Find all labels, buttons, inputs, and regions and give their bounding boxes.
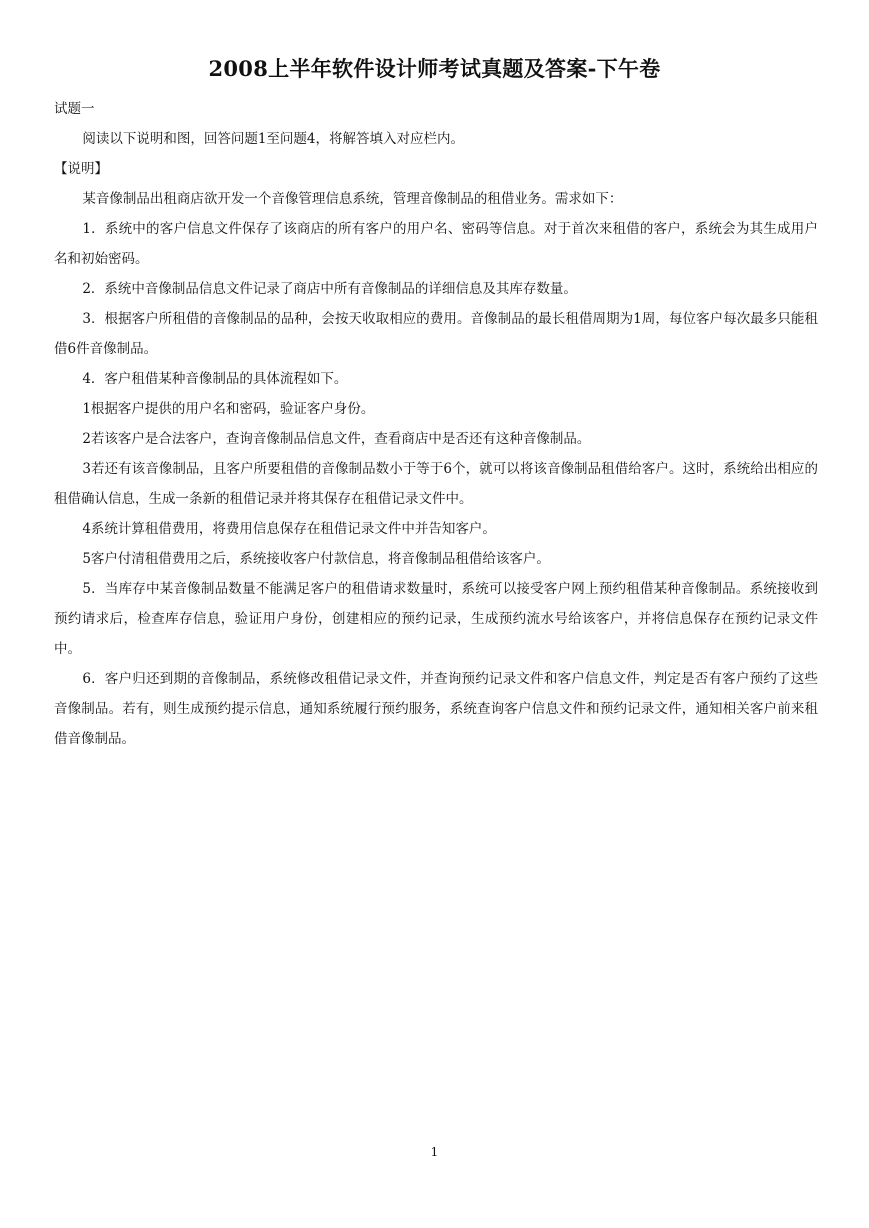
requirement-2: 2．系统中音像制品信息文件记录了商店中所有音像制品的详细信息及其库存数量。 [82, 281, 577, 297]
requirement-6: 6．客户归还到期的音像制品，系统修改租借记录文件，并查询预约记录文件和客户信息文件，判定是否有客户预约了这些音像制品。若有，则生成预约提示信息，通知系统履行预约服务，系统查询客户信息文件和预约记录文件，通知相关客户前来租借音像制品。 [54, 671, 818, 747]
flow-step-4: 4系统计算租借费用，将费用信息保存在租借记录文件中并告知客户。 [82, 521, 496, 537]
requirement-5: 5．当库存中某音像制品数量不能满足客户的租借请求数量时，系统可以接受客户网上预约租借某种音像制品。系统接收到预约请求后，检查库存信息，验证用户身份，创建相应的预约记录，生成预约流水号给该客户，并将信息保存在预约记录文件中。 [54, 581, 818, 657]
flow-step-1: 1根据客户提供的用户名和密码，验证客户身份。 [82, 401, 375, 417]
requirement-3: 3．根据客户所租借的音像制品的品种，会按天收取相应的费用。音像制品的最长租借周期为1周，每位客户每次最多只能租借6件音像制品。 [54, 311, 818, 357]
page-title: 2008上半年软件设计师考试真题及答案-下午卷 [208, 56, 661, 81]
section-label: 试题一 [54, 101, 95, 117]
requirement-4: 4．客户租借某种音像制品的具体流程如下。 [82, 371, 348, 387]
flow-step-5: 5客户付清租借费用之后，系统接收客户付款信息，将音像制品租借给该客户。 [82, 551, 550, 567]
intro-paragraph: 某音像制品出租商店欲开发一个音像管理信息系统，管理音像制品的租借业务。需求如下： [82, 191, 623, 207]
instruction-paragraph: 阅读以下说明和图，回答问题1至问题4，将解答填入对应栏内。 [82, 131, 465, 147]
page-number: 1 [430, 1145, 439, 1159]
document-body [54, 94, 818, 754]
requirement-1: 1．系统中的客户信息文件保存了该商店的所有客户的用户名、密码等信息。对于首次来租借的客户，系统会为其生成用户名和初始密码。 [54, 221, 818, 267]
flow-step-2: 2若该客户是合法客户，查询音像制品信息文件，查看商店中是否还有这种音像制品。 [82, 431, 591, 447]
description-heading: 【说明】 [54, 161, 108, 177]
flow-step-3: 3若还有该音像制品，且客户所要租借的音像制品数小于等于6个，就可以将该音像制品租借给客户。这时，系统给出相应的租借确认信息，生成一条新的租借记录并将其保存在租借记录文件中。 [54, 461, 818, 507]
